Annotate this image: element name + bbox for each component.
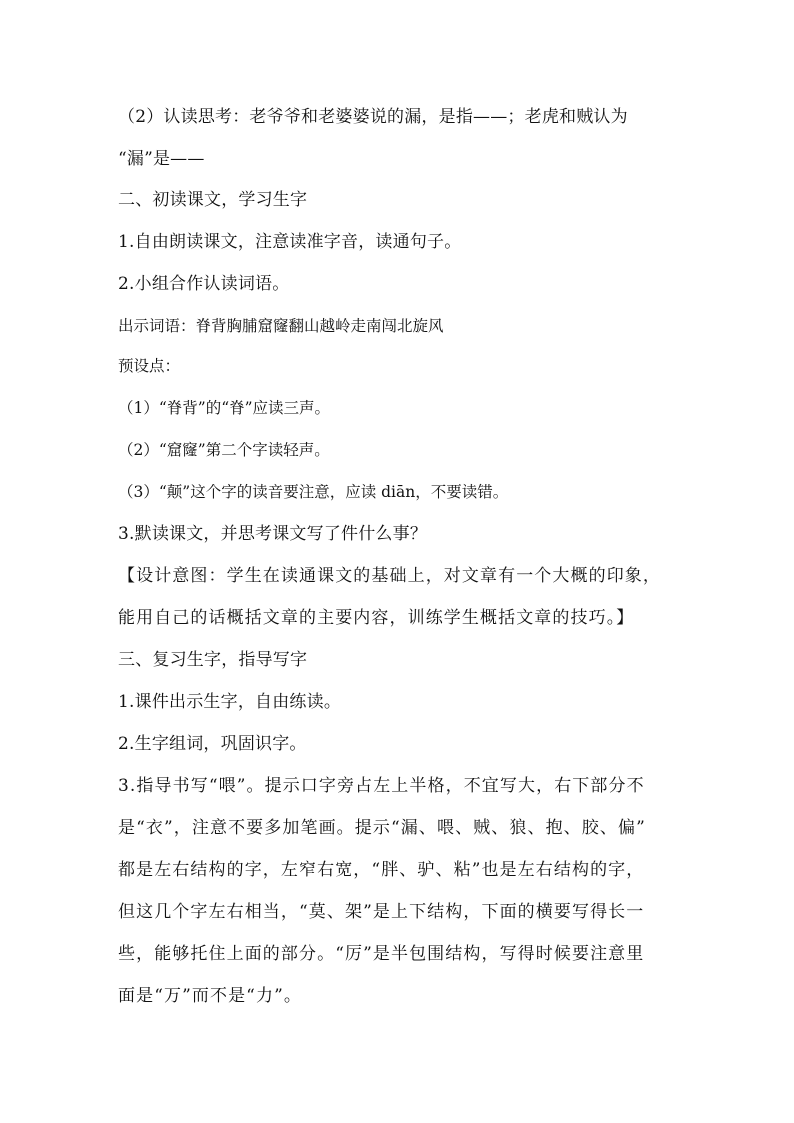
- text-line: 2.生字组词，巩固识字。: [118, 734, 307, 754]
- text-line: 是“衣”，注意不要多加笔画。提示“漏、喂、贼、狼、抱、胶、偏”: [118, 818, 646, 838]
- section-heading: 三、复习生字，指导写字: [118, 650, 308, 670]
- list-item: （3）“颠”这个字的读音要注意，应读 diān，不要读错。: [118, 483, 509, 501]
- text-line: “漏”是——: [118, 149, 205, 169]
- text-line: 2.小组合作认读词语。: [118, 274, 290, 294]
- text-line: 面是“万”而不是“力”。: [118, 986, 302, 1006]
- text-line: 3.默读课文，并思考课文写了件什么事？: [118, 524, 428, 544]
- text-line: （2）认读思考：老爷爷和老婆婆说的漏，是指——；老虎和贼认为: [118, 107, 628, 127]
- text-line: 但这几个字左右相当，“莫、架”是上下结构，下面的横要写得长一: [118, 902, 645, 922]
- section-heading: 二、初读课文，学习生字: [118, 190, 308, 210]
- text-line: 预设点：: [118, 357, 181, 375]
- text-line: 出示词语：脊背胸脯窟窿翻山越岭走南闯北旋风: [118, 317, 444, 335]
- design-intent: 能用自己的话概括文章的主要内容，训练学生概括文章的技巧。】: [118, 608, 635, 628]
- text-line: 1.自由朗读课文，注意读准字音，读通句子。: [118, 232, 462, 252]
- design-intent: 【设计意图：学生在读通课文的基础上，对文章有一个大概的印象，: [118, 566, 661, 586]
- text-line: 1.课件出示生字，自由练读。: [118, 692, 342, 712]
- list-item: （1）“脊背”的“脊”应读三声。: [118, 399, 331, 417]
- list-item: （2）“窟窿”第二个字读轻声。: [118, 441, 330, 459]
- text-line: 都是左右结构的字，左窄右宽，“胖、驴、粘”也是左右结构的字，: [118, 860, 645, 880]
- text-line: 些，能够托住上面的部分。“厉”是半包围结构，写得时候要注意里: [118, 944, 645, 964]
- text-line: 3.指导书写“喂”。提示口字旁占左上半格，不宜写大，右下部分不: [118, 776, 645, 796]
